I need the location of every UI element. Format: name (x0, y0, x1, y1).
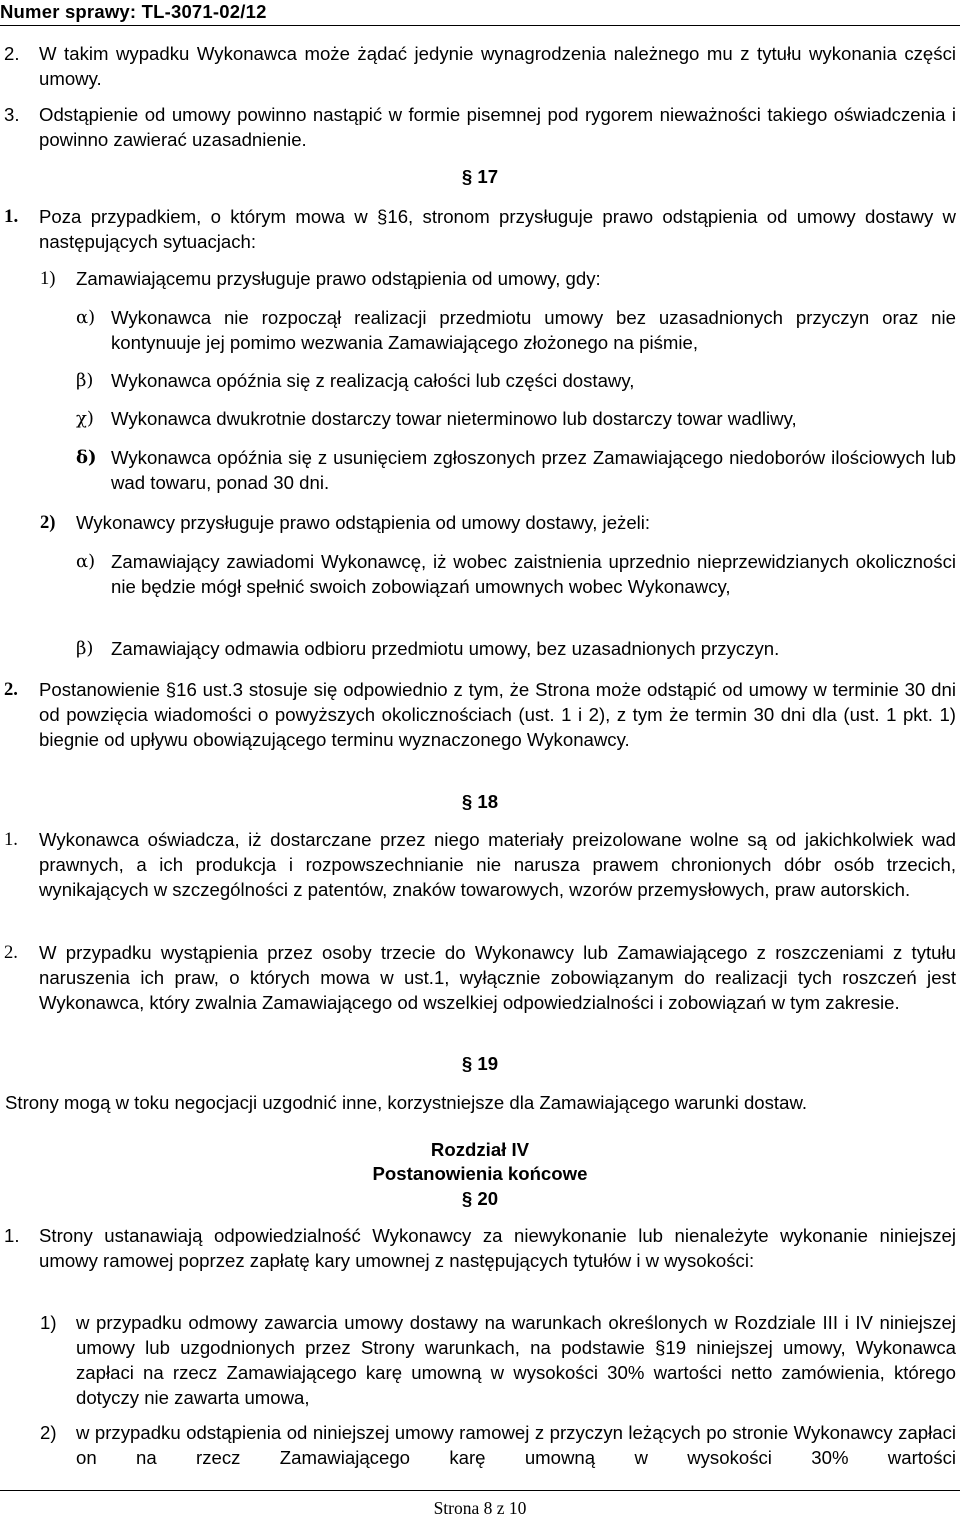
paragraph-1 (0, 827, 956, 902)
list-item-2 (0, 510, 956, 535)
list-text: w przypadku odmowy zawarcia umowy dostawy na warunkach określonych w Rozdziale III i IV niniejszej umowy lub uzgodnionych przez Strony warunkach, na podstawie §19 niniejszej umowy, Wykonawca zapłaci na rzecz Zamawiającego karę umowną w wysokości 30% wartości netto zamówienia, którego dotyczy nie zawarta umowa, (76, 1312, 956, 1408)
sub-item-text: Wykonawca opóźnia się z usunięciem zgłoszonych przez Zamawiającego niedoborów ilościowych lub wad towaru, ponad 30 dni. (111, 447, 956, 493)
sub-item-text: Wykonawca nie rozpoczął realizacji przedmiotu umowy bez uzasadnionych przyczyn oraz nie kontynuuje jej pomimo wezwania Zamawiającego złożonego na piśmie, (111, 307, 956, 353)
sub-item-label: δ) (76, 447, 97, 468)
list-item-1 (0, 1310, 956, 1410)
paragraph-1 (0, 204, 956, 254)
page-number: Strona 8 z 10 (433, 1498, 527, 1518)
sub-item-label: χ) (76, 408, 94, 429)
paragraph-number: 2. (4, 679, 18, 700)
list-number: 1) (40, 268, 56, 289)
case-number-header: Numer sprawy: TL-3071-02/12 (0, 1, 267, 22)
sub-item-text: Zamawiający odmawia odbioru przedmiotu umowy, bez uzasadnionych przyczyn. (111, 638, 780, 659)
sub-item-label: β) (76, 638, 94, 659)
paragraph-2 (0, 677, 956, 752)
sub-item-chi (0, 406, 956, 431)
paragraph-text: W takim wypadku Wykonawca może żądać jedynie wynagrodzenia należnego mu z tytułu wykonania części umowy. (39, 43, 956, 89)
paragraph-text: Poza przypadkiem, o którym mowa w §16, stronom przysługuje prawo odstąpienia od umowy dostawy w następujących sytuacjach: (39, 206, 956, 252)
section-heading-18: § 18 (461, 791, 499, 812)
paragraph-text: Odstąpienie od umowy powinno nastąpić w formie pisemnej pod rygorem nieważności takiego oświadczenia i powinno zawierać uzasadnienie. (39, 104, 956, 150)
list-item-1 (0, 266, 956, 291)
section-heading-20: § 20 (461, 1188, 499, 1209)
paragraph-text: Postanowienie §16 ust.3 stosuje się odpowiednio z tym, że Strona może odstąpić od umowy w terminie 30 dni od powzięcia wiadomości o powyższych okolicznościach (ust. 1 i 2), z tym że termin 30 dni dla (ust. 1 pkt. 1) biegnie od upływu obowiązującego terminu wyznaczonego Wykonawcy. (39, 679, 956, 750)
list-number: 1) (40, 1312, 57, 1333)
paragraph-number: 2. (4, 43, 20, 64)
paragraph-text: Strony ustanawiają odpowiedzialność Wykonawcy za niewykonanie lub nienależyte wykonanie niniejszej umowy ramowej poprzez zapłatę kary umownej z następujących tytułów i w wysokości: (39, 1225, 956, 1271)
paragraph-text: W przypadku wystąpienia przez osoby trzecie do Wykonawcy lub Zamawiającego z roszczeniami z tytułu naruszenia ich praw, o których mowa w ust.1, wyłącznie zobowiązanym do realizacji tych roszczeń jest Wykonawca, który zwalnia Zamawiającego od wszelkiej odpowiedzialności i zobowiązań w tym zakresie. (39, 942, 956, 1013)
paragraph-2 (0, 41, 956, 91)
section-heading-19: § 19 (461, 1053, 499, 1074)
sub-item-beta (0, 636, 956, 661)
sub-item-label: β) (76, 370, 94, 391)
sub-item-text: Wykonawca opóźnia się z realizacją całości lub części dostawy, (111, 370, 635, 391)
list-text: Wykonawcy przysługuje prawo odstąpienia od umowy dostawy, jeżeli: (76, 512, 651, 533)
paragraph-number: 1. (4, 1225, 20, 1246)
paragraph-number: 1. (4, 829, 18, 850)
paragraph-2 (0, 940, 956, 1015)
footer-divider (0, 1490, 960, 1491)
chapter-subtitle: Postanowienia końcowe (372, 1163, 588, 1184)
list-text: w przypadku odstąpienia od niniejszej umowy ramowej z przyczyn leżących po stronie Wykonawcy zapłaci on na rzecz Zamawiającego karę umowną w wysokości 30% wartości (76, 1422, 956, 1468)
sub-item-beta (0, 368, 956, 393)
paragraph-text: Wykonawca oświadcza, iż dostarczane przez niego materiały preizolowane wolne są od jakichkolwiek wad prawnych, a ich produkcja i rozpowszechnianie nie narusza prawem chronionych dóbr osób trzecich, wynikających w szczególności z patentów, znaków towarowych, wzorów przemysłowych, praw autorskich. (39, 829, 956, 900)
list-number: 2) (40, 1422, 57, 1443)
list-item-2 (0, 1420, 956, 1470)
paragraph-3 (0, 102, 956, 152)
paragraph-number: 3. (4, 104, 20, 125)
list-number: 2) (40, 512, 56, 533)
paragraph-number: 1. (4, 206, 19, 227)
sub-item-delta (0, 445, 956, 495)
sub-item-label: α) (76, 307, 96, 328)
sub-item-alpha (0, 305, 956, 355)
paragraph-number: 2. (4, 942, 18, 963)
sub-item-label: α) (76, 551, 96, 572)
sub-item-text: Wykonawca dwukrotnie dostarczy towar nieterminowo lub dostarczy towar wadliwy, (111, 408, 797, 429)
section-heading-17: § 17 (461, 166, 499, 187)
sub-item-text: Zamawiający zawiadomi Wykonawcę, iż wobec zaistnienia uprzednio nieprzewidzianych okoliczności nie będzie mógł spełnić swoich zobowiązań umownych wobec Wykonawcy, (111, 551, 956, 597)
paragraph-1 (0, 1223, 956, 1273)
paragraph-text: Strony mogą w toku negocjacji uzgodnić inne, korzystniejsze dla Zamawiającego warunki dostaw. (5, 1092, 808, 1113)
header-divider (0, 25, 960, 26)
list-text: Zamawiającemu przysługuje prawo odstąpienia od umowy, gdy: (76, 268, 601, 289)
chapter-title: Rozdział IV (430, 1139, 530, 1160)
sub-item-alpha (0, 549, 956, 599)
